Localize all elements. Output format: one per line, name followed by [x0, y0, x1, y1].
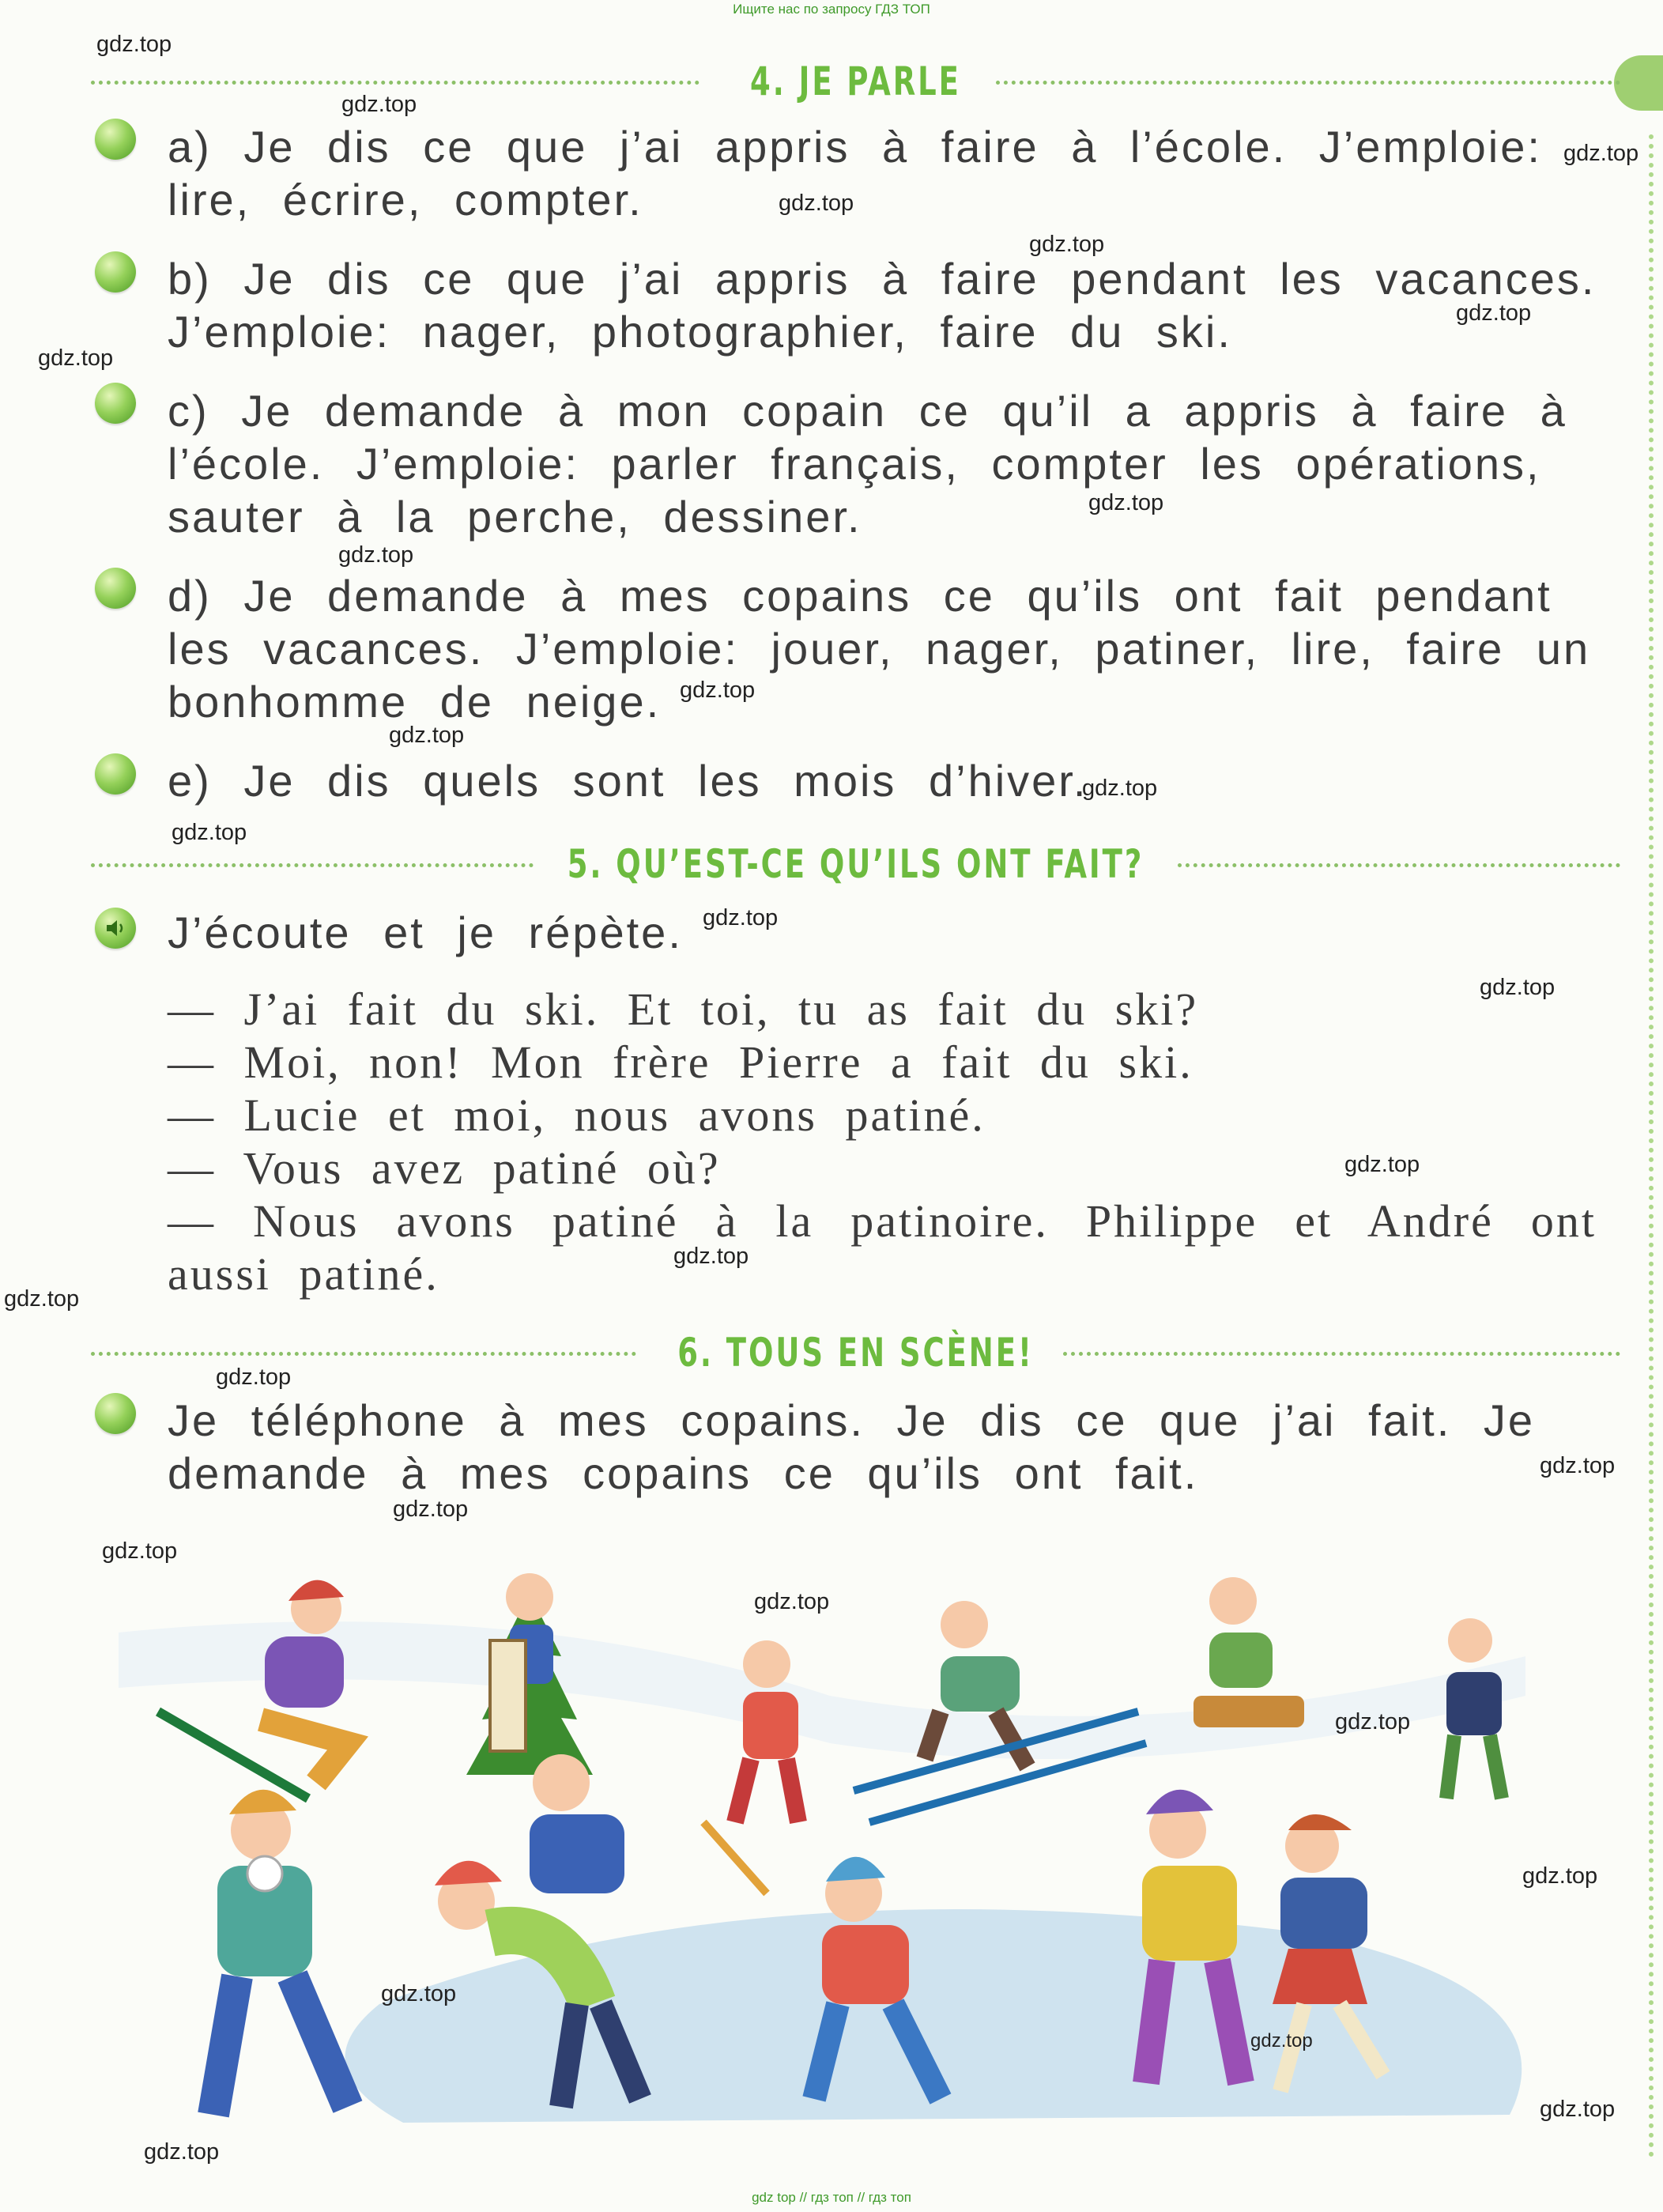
exercise-c-line-2: l’école. J’emploie: parler français, compter les opérations, [168, 439, 1541, 489]
exercise-b-line-1: b) Je dis ce que j’ai appris à faire pendant les vacances. [168, 254, 1597, 304]
page-edge-dots [1649, 134, 1654, 2158]
audio-bullet[interactable] [95, 908, 136, 949]
exercise-6-line-2: demande à mes copains ce qu’ils ont fait. [168, 1448, 1199, 1498]
bullet-e-icon [95, 753, 136, 795]
watermark: gdz.top [341, 92, 417, 117]
winter-scene-illustration [119, 1561, 1573, 2146]
watermark: gdz.top [1456, 300, 1532, 326]
dialog-line-1: — J’ai fait du ski. Et toi, tu as fait du ski? [168, 983, 1199, 1035]
exercise-6 [168, 1394, 1597, 1500]
watermark: gdz.top [1250, 2030, 1313, 2052]
bullet-a-icon [95, 119, 136, 160]
watermark: gdz.top [1522, 1863, 1598, 1889]
dialog-line-6: aussi patiné. [168, 1248, 439, 1300]
watermark: gdz.top [38, 345, 114, 371]
exercise-c-line-1: c) Je demande à mon copain ce qu’il a appris à faire à [168, 386, 1567, 436]
exercise-d-line-3: bonhomme de neige. [168, 677, 662, 727]
dialog-line-3: — Lucie et moi, nous avons patiné. [168, 1089, 986, 1141]
exercise-b [168, 252, 1597, 358]
watermark: gdz.top [102, 1538, 178, 1564]
exercise-c-line-3: sauter à la perche, dessiner. [168, 492, 862, 542]
listening-instruction [168, 906, 1597, 959]
exercise-6-line-1: Je téléphone à mes copains. Je dis ce que j’ai fait. Je [168, 1395, 1535, 1445]
page-edge-tab [1614, 55, 1663, 111]
watermark: gdz.top [1344, 1152, 1420, 1177]
dialog-line-2: — Moi, non! Mon frère Pierre a fait du ski. [168, 1036, 1194, 1088]
bullet-d-icon [95, 568, 136, 609]
sledding-child [158, 1580, 348, 1799]
watermark: gdz.top [4, 1286, 80, 1312]
bottom-note: gdz top // гдз топ // гдз топ [752, 2190, 911, 2205]
bullet-b-icon [95, 251, 136, 293]
watermark: gdz.top [144, 2139, 220, 2165]
section-4-header [91, 57, 1620, 104]
watermark: gdz.top [779, 191, 854, 216]
top-note: Ищите нас по запросу ГДЗ ТОП [733, 2, 930, 17]
bullet-6-icon [95, 1393, 136, 1434]
watermark: gdz.top [216, 1365, 292, 1390]
exercise-e-line-1: e) Je dis quels sont les mois d’hiver. [168, 756, 1088, 806]
watermark: gdz.top [381, 1981, 457, 2006]
watermark: gdz.top [96, 32, 172, 57]
child-with-poles [1446, 1618, 1502, 1799]
section-4-title: 4. JE PARLE [750, 59, 961, 104]
watermark: gdz.top [1480, 975, 1556, 1000]
section-5-header [91, 840, 1620, 887]
boy-with-snowball [213, 1790, 348, 2115]
exercise-c [168, 384, 1597, 543]
watermark: gdz.top [338, 542, 414, 568]
watermark: gdz.top [389, 723, 465, 748]
watermark: gdz.top [1540, 2097, 1616, 2122]
watermark: gdz.top [393, 1497, 469, 1522]
watermark: gdz.top [172, 820, 247, 845]
exercise-d-line-1: d) Je demande à mes copains ce qu’ils ont fait pendant [168, 571, 1552, 621]
watermark: gdz.top [680, 678, 756, 703]
speaker-icon [104, 916, 127, 940]
exercise-a [168, 120, 1597, 226]
section-6-header [91, 1328, 1620, 1376]
watermark: gdz.top [754, 1589, 830, 1614]
exercise-d-line-2: les vacances. J’emploie: jouer, nager, patiner, lire, faire un [168, 624, 1591, 674]
watermark: gdz.top [703, 905, 779, 930]
exercise-e [168, 754, 1597, 807]
dialog-line-5: — Nous avons patiné à la patinoire. Philippe et André ont [168, 1195, 1597, 1247]
section-6-title: 6. TOUS EN SCÈNE! [677, 1330, 1034, 1376]
dialog-block [168, 983, 1597, 1300]
listening-instruction-text: J’écoute et je répète. [168, 908, 683, 957]
exercise-a-line-2: lire, écrire, compter. [168, 175, 643, 225]
exercise-b-line-2: J’emploie: nager, photographier, faire du ski. [168, 307, 1232, 357]
watermark: gdz.top [1088, 490, 1164, 515]
watermark: gdz.top [1029, 232, 1105, 257]
child-on-sled [1194, 1577, 1304, 1727]
watermark: gdz.top [1540, 1453, 1616, 1478]
section-5-title: 5. QU’EST-CE QU’ILS ONT FAIT? [567, 841, 1144, 887]
watermark: gdz.top [1082, 776, 1158, 801]
watermark: gdz.top [1563, 141, 1639, 166]
exercise-d [168, 569, 1597, 728]
bullet-c-icon [95, 383, 136, 424]
watermark: gdz.top [673, 1244, 749, 1269]
watermark: gdz.top [1335, 1709, 1411, 1734]
dialog-line-4: — Vous avez patiné où? [168, 1142, 721, 1194]
exercise-a-line-1: a) Je dis ce que j’ai appris à faire à l’école. J’emploie: [168, 122, 1542, 172]
